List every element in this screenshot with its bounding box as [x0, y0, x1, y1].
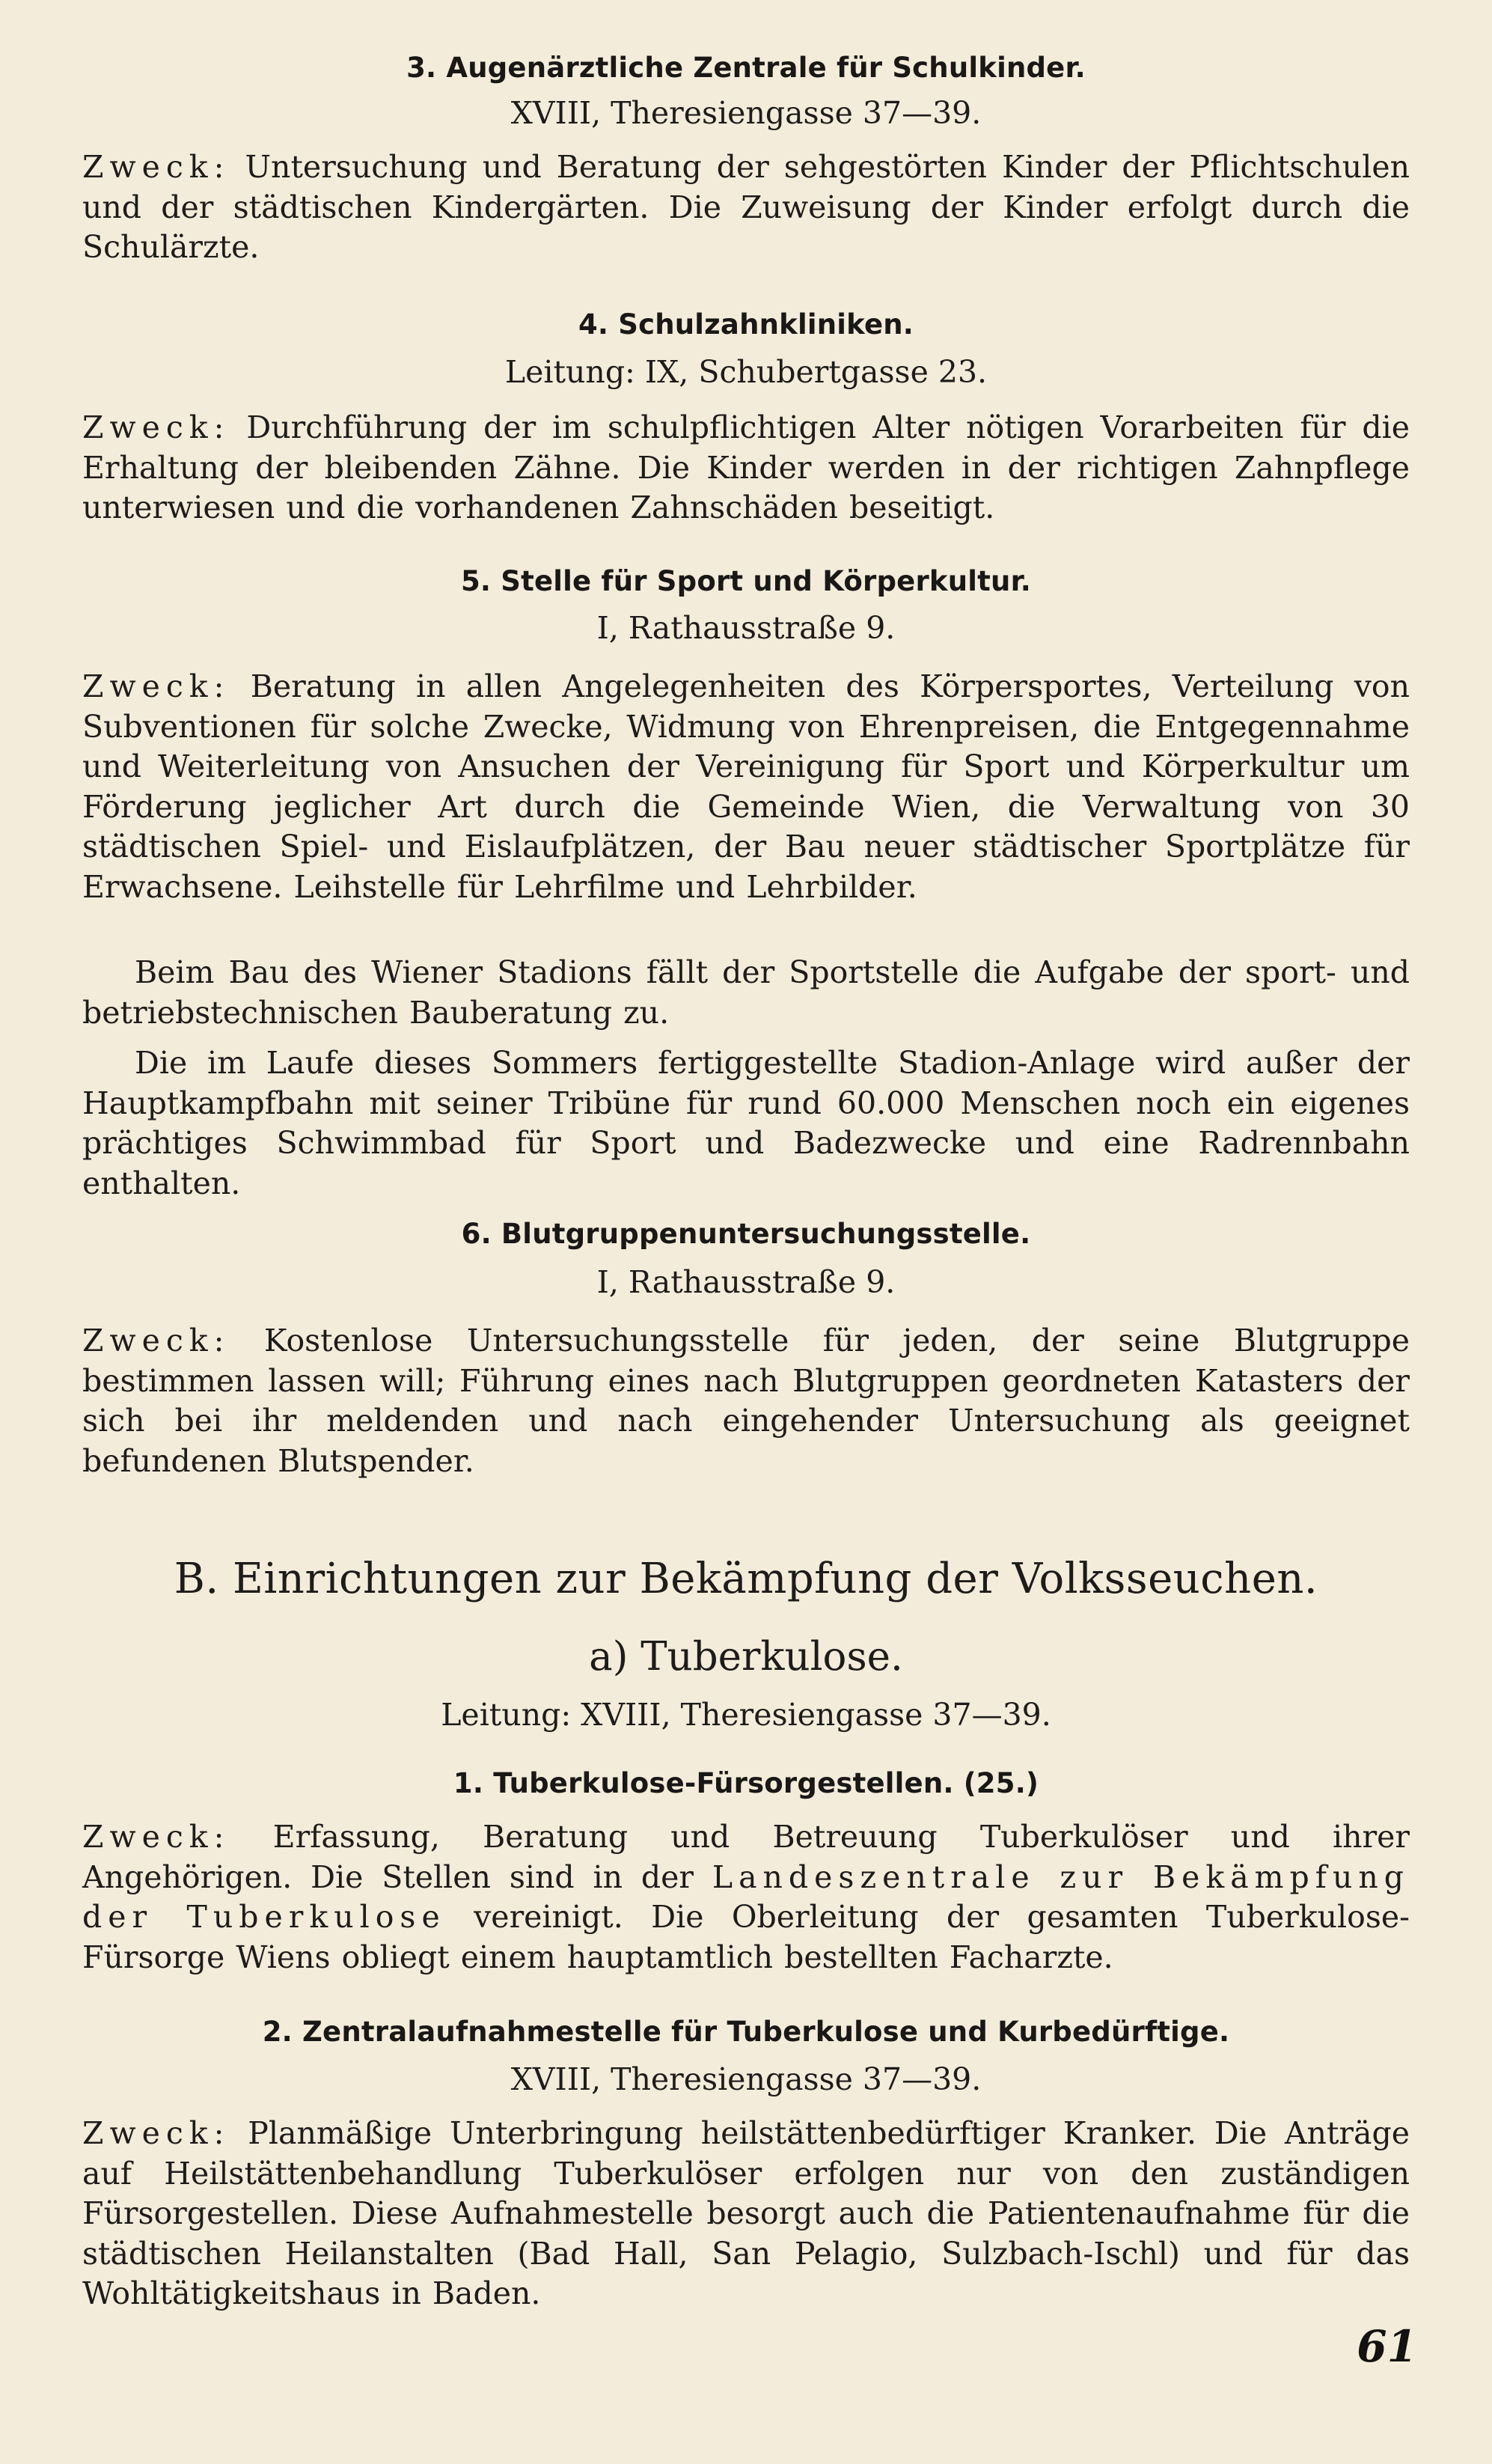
section-heading: 5. Stelle für Sport und Körperkultur. [460, 565, 1032, 597]
page-number: 61 [1357, 2321, 1417, 2372]
section-paragraph [82, 667, 1410, 907]
section-address: Leitung: IX, Schubertgasse 23. [504, 354, 988, 390]
zweck-label: Zweck: [82, 149, 230, 185]
zweck-label: Zweck: [82, 2115, 230, 2151]
part-subtitle: a) Tuberkulose. [589, 1634, 903, 1680]
paragraph-text: vereinigt. Die Oberleitung der gesamten Tuberkulose-Fürsorge Wiens obliegt einem hauptamtlich bestellten Facharzte. [82, 1899, 1410, 1975]
zweck-label: Zweck: [82, 668, 230, 704]
section-paragraph: Beim Bau des Wiener Stadions fällt der Sportstelle die Aufgabe der sport- und betriebstechnischen Bauberatung zu. [82, 954, 1410, 1031]
zweck-label: Zweck: [82, 1323, 230, 1358]
section-heading: 3. Augenärztliche Zentrale für Schulkinder. [406, 52, 1086, 84]
section-paragraph [82, 1321, 1410, 1481]
section-address: I, Rathausstraße 9. [596, 610, 896, 646]
paragraph-text: Untersuchung und Beratung der sehgestörten Kinder der Pflichtschulen und der städtischen Kindergärten. Die Zuweisung der Kinder erfolgt durch die Schulärzte. [82, 149, 1410, 265]
section-paragraph [82, 147, 1410, 268]
part-address: Leitung: XVIII, Theresiengasse 37—39. [441, 1697, 1051, 1733]
section-paragraph: Die im Laufe dieses Sommers fertiggestellte Stadion-Anlage wird außer der Hauptkampfbahn mit seiner Tribüne für rund 60.000 Menschen noch ein eigenes prächtiges Schwimmbad für Sport und Badezwecke und eine Radrennbahn enthalten. [82, 1045, 1410, 1201]
section-paragraph [82, 2114, 1410, 2314]
paragraph-text: Erfassung, Beratung und Betreuung Tuberkulöser und ihrer Angehörigen. Die Stellen sind in der [82, 1819, 1410, 1895]
section-heading: 4. Schulzahnkliniken. [578, 308, 914, 341]
section-address: XVIII, Theresiengasse 37—39. [510, 95, 982, 131]
section-heading: 2. Zentralaufnahmestelle für Tuberkulose und Kurbedürftige. [262, 2016, 1230, 2048]
zweck-label: Zweck: [82, 1819, 230, 1855]
section-heading: 1. Tuberkulose-Fürsorgestellen. (25.) [453, 1767, 1039, 1799]
section-paragraph [82, 1817, 1410, 1977]
paragraph-text: Kostenlose Untersuchungsstelle für jeden, der seine Blutgruppe bestimmen lassen will; Führung eines nach Blutgruppen geordneten Katasters der sich bei ihr meldenden und nach eingehender Untersuchung als geeignet befundenen Blutspender. [82, 1323, 1410, 1479]
section-heading: 6. Blutgruppenuntersuchungsstelle. [461, 1218, 1031, 1250]
document-page [82, 0, 1410, 2464]
zweck-label: Zweck: [82, 409, 230, 445]
paragraph-text: Durchführung der im schulpflichtigen Alter nötigen Vorarbeiten für die Erhaltung der bleibenden Zähne. Die Kinder werden in der richtigen Zahnpflege unterwiesen und die vorhandenen Zahnschäden beseitigt. [82, 409, 1410, 525]
section-paragraph [82, 408, 1410, 528]
section-address: XVIII, Theresiengasse 37—39. [510, 2061, 982, 2097]
section-address: I, Rathausstraße 9. [596, 1264, 896, 1300]
paragraph-text: Planmäßige Unterbringung heilstättenbedürftiger Kranker. Die Anträge auf Heilstättenbehandlung Tuberkulöser erfolgen nur von den zuständigen Fürsorgestellen. Diese Aufnahmestelle besorgt auch die Patientenaufnahme für die städtischen Heilanstalten (Bad Hall, San Pelagio, Sulzbach-Ischl) und für das Wohltätigkeitshaus in Baden. [82, 2115, 1410, 2311]
paragraph-text-spaced: Landeszentrale zur Bekämpfung der Tuberkulose [82, 1858, 1410, 1935]
paragraph-text: Beratung in allen Angelegenheiten des Körpersportes, Verteilung von Subventionen für solche Zwecke, Widmung von Ehrenpreisen, die Entgegennahme und Weiterleitung von Ansuchen der Vereinigung für Sport und Körperkultur um Förderung jeglicher Art durch die Gemeinde Wien, die Verwaltung von 30 städtischen Spiel- und Eislaufplätzen, der Bau neuer städtischer Sportplätze für Erwachsene. Leihstelle für Lehrfilme und Lehrbilder. [82, 668, 1410, 905]
part-title: B. Einrichtungen zur Bekämpfung der Volksseuchen. [174, 1555, 1318, 1603]
